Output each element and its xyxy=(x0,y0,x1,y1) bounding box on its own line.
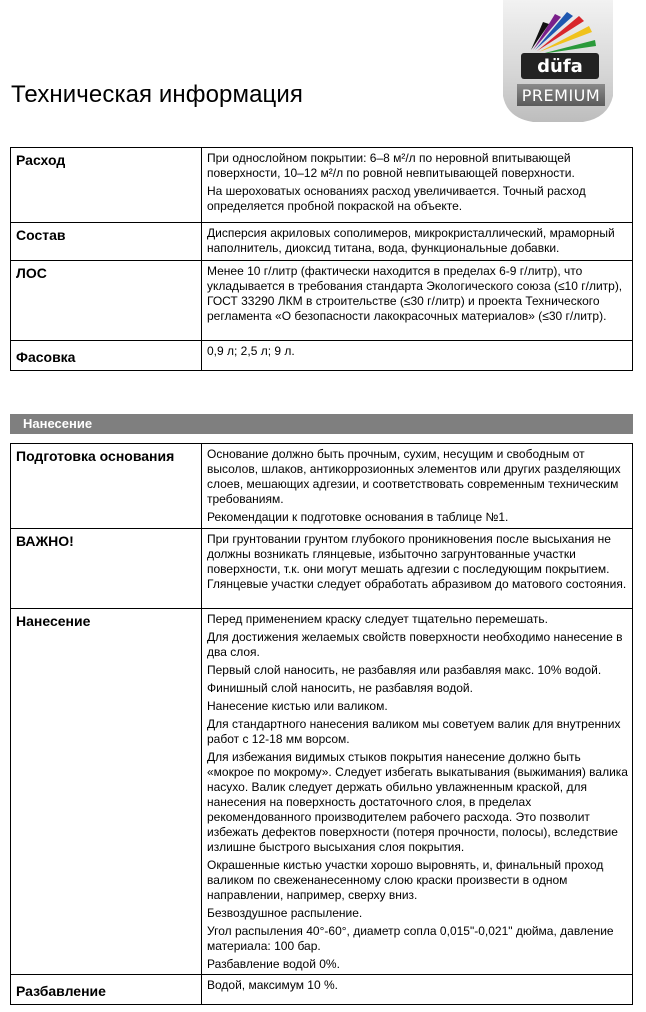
paragraph: Финишный слой наносить, не разбавляя водой. xyxy=(207,681,473,695)
row-value xyxy=(202,223,633,261)
brand-name: düfa xyxy=(537,56,583,77)
paragraph: Основание должно быть прочным, сухим, несущим и свободным от высолов, шлаков, антикоррозионных элементов или других разделяющих слоев, мешающих адгезии, и соответствовать современным техническим требованиям. xyxy=(207,447,621,506)
table-row xyxy=(11,148,633,223)
spec-table-general xyxy=(10,147,633,371)
row-value xyxy=(202,975,633,1005)
paragraph: Перед применением краску следует тщательно перемешать. xyxy=(207,612,548,626)
table-row xyxy=(11,975,633,1005)
page-title: Техническая информация xyxy=(11,81,303,108)
paragraph: Для избежания видимых стыков покрытия нанесение должно быть «мокрое по мокрому». Следует избегать выкатывания (выжимания) валика насухо. Валик следует держать обильно увлажненным краской, для нанесения на поверхность достаточного слоя, в пределах рекомендованного производителем рабочего расхода. Это позволит избежать дефектов поверхности (потеря прочности, полосы), вследствие излишне быстрого высыхания слоя покрытия. xyxy=(207,750,628,854)
paragraph: На шероховатых основаниях расход увеличивается. Точный расход определяется пробной покраской на объекте. xyxy=(207,184,586,213)
table-row xyxy=(11,609,633,975)
section-header xyxy=(10,414,633,434)
table-row xyxy=(11,223,633,261)
row-label: ЛОС xyxy=(11,261,202,341)
row-label: Подготовка основания xyxy=(11,444,202,529)
paragraph: Для достижения желаемых свойств поверхности необходимо нанесение в два слоя. xyxy=(207,630,623,659)
section-header-label: Нанесение xyxy=(23,416,93,431)
paragraph: Нанесение кистью или валиком. xyxy=(207,699,388,713)
row-label: Нанесение xyxy=(11,609,202,975)
row-label: Разбавление xyxy=(11,975,202,1005)
paragraph: Первый слой наносить, не разбавляя или разбавляя макс. 10% водой. xyxy=(207,663,602,677)
row-label: Расход xyxy=(11,148,202,223)
paragraph: Дисперсия акриловых сополимеров, микрокристаллический, мраморный наполнитель, диоксид титана, вода, функциональные добавки. xyxy=(207,226,615,255)
paragraph: Водой, максимум 10 %. xyxy=(207,978,338,992)
row-value xyxy=(202,609,633,975)
row-value xyxy=(202,529,633,609)
row-value xyxy=(202,261,633,341)
row-value xyxy=(202,148,633,223)
paragraph: Разбавление водой 0%. xyxy=(207,957,340,971)
brand-logo xyxy=(503,0,613,124)
row-value xyxy=(202,444,633,529)
row-value xyxy=(202,341,633,371)
paragraph: Рекомендации к подготовке основания в таблице №1. xyxy=(207,510,509,524)
paragraph: При грунтовании грунтом глубокого проникновения после высыхания не должны возникать глянцевые, избыточно загрунтованные участки поверхности, т.к. они могут мешать адгезии с последующим покрытием. Глянцевые участки следует обработать абразивом до матового состояния. xyxy=(207,532,627,591)
table-row xyxy=(11,529,633,609)
table-row xyxy=(11,341,633,371)
paragraph: Угол распыления 40°-60°, диаметр сопла 0,015"-0,021" дюйма, давление материала: 100 бар. xyxy=(207,924,614,953)
table-row xyxy=(11,261,633,341)
paragraph: При однослойном покрытии: 6–8 м²/л по неровной впитывающей поверхности, 10–12 м²/л по ровной невпитывающей поверхности. xyxy=(207,151,575,180)
paragraph: Менее 10 г/литр (фактически находится в пределах 6-9 г/литр), что укладывается в требования стандарта Экологического союза (≤10 г/литр), ГОСТ 33290 ЛКМ в строительстве (≤30 г/литр) и проекта Технического регламента «О безопасности лакокрасочных материалов» (≤30 г/литр). xyxy=(207,264,623,323)
row-label: ВАЖНО! xyxy=(11,529,202,609)
table-row xyxy=(11,444,633,529)
row-label: Состав xyxy=(11,223,202,261)
row-label: Фасовка xyxy=(11,341,202,371)
paragraph: Для стандартного нанесения валиком мы советуем валик для внутренних работ с 12-18 мм ворсом. xyxy=(207,717,621,746)
brand-tier: PREMIUM xyxy=(521,86,601,105)
paragraph: Безвоздушное распыление. xyxy=(207,906,363,920)
paragraph: Окрашенные кистью участки хорошо выровнять, и, финальный проход валиком по свеженанесенному слою краски произвести в одном направлении, например, сверху вниз. xyxy=(207,858,604,902)
spec-table-application xyxy=(10,443,633,1005)
paragraph: 0,9 л; 2,5 л; 9 л. xyxy=(207,344,295,358)
